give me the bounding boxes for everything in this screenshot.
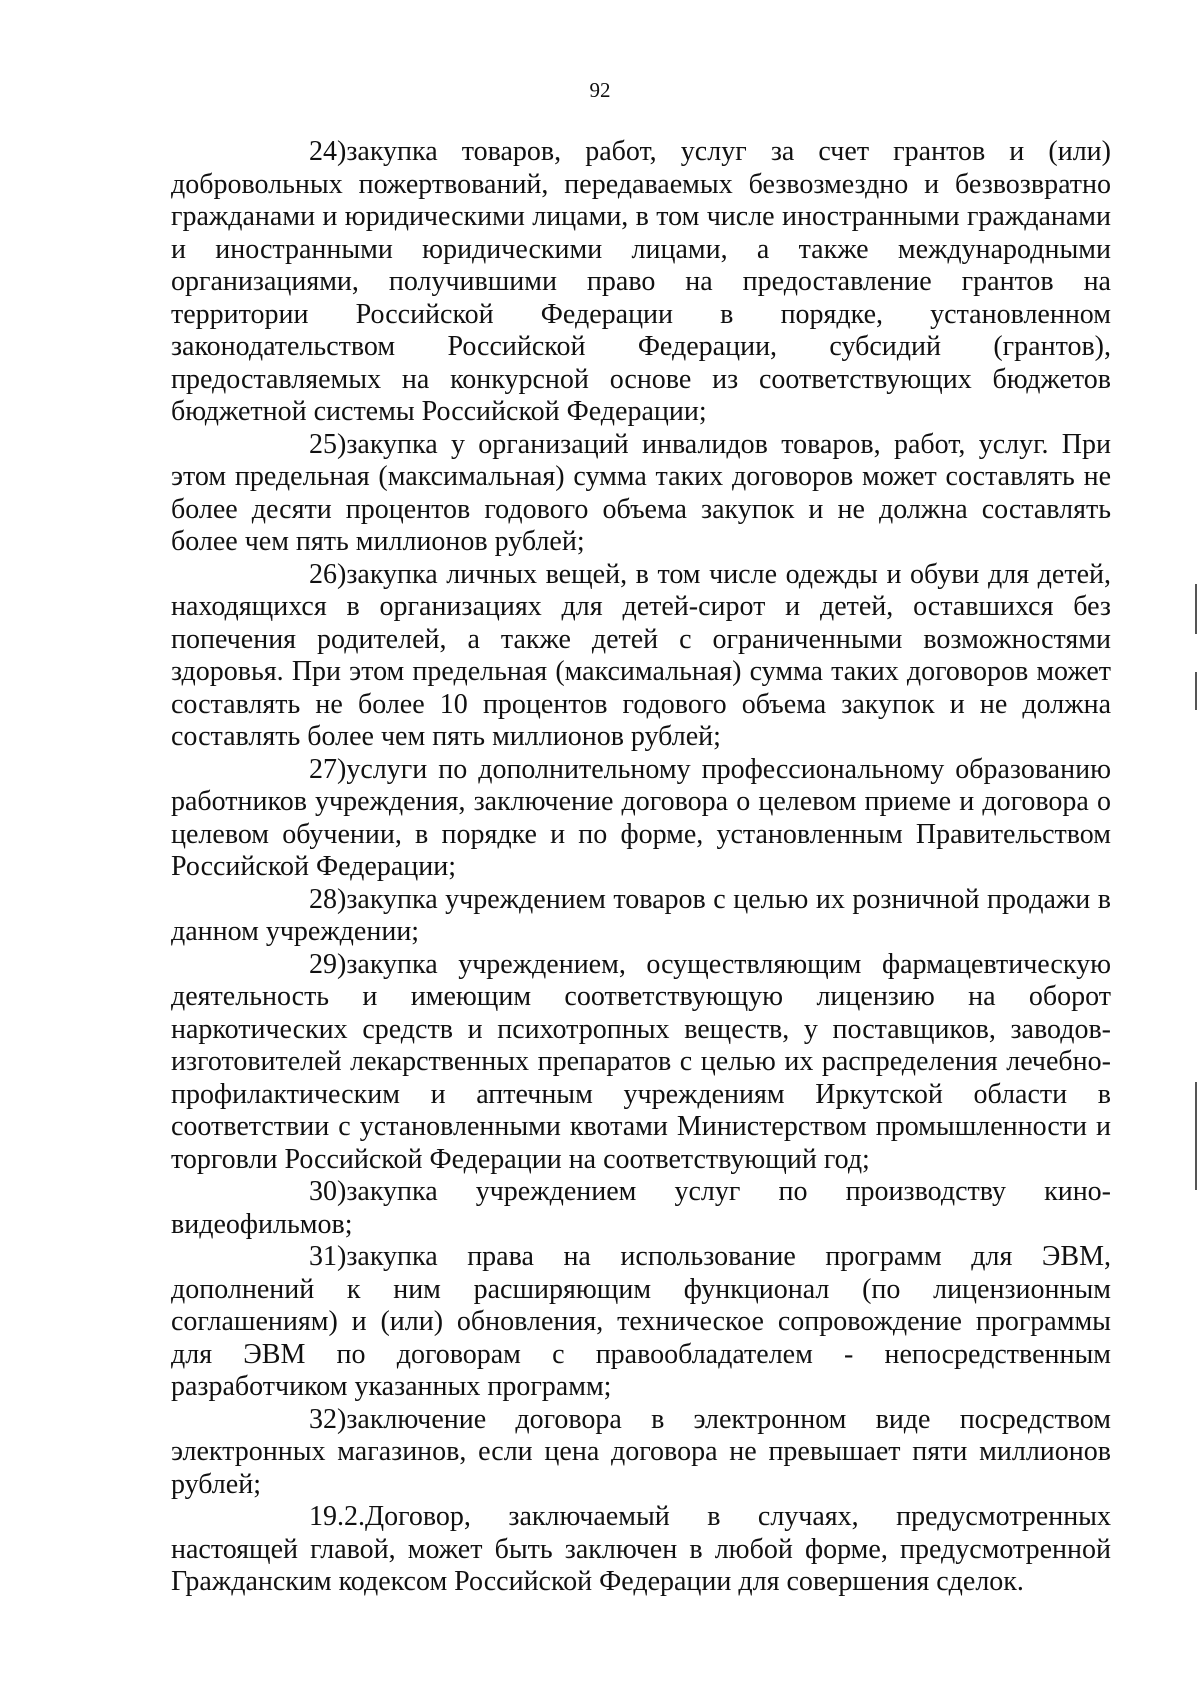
item-number: 25)	[309, 428, 347, 460]
item-number: 30)	[309, 1176, 347, 1207]
margin-line	[1195, 672, 1197, 710]
item-number: 32)	[309, 1403, 347, 1435]
paragraph-19-2	[171, 1501, 1111, 1599]
item-number: 29)	[309, 948, 347, 980]
paragraph-text: закупка учреждением услуг по производству кино-видеофильмов;	[171, 1176, 1111, 1240]
paragraph-text: услуги по дополнительному профессиональному образованию работников учреждения, заключение договора о целевом приеме и договора о целевом обучении, в порядке и по форме, установленным Правительством Российской Федерации;	[171, 753, 1111, 882]
paragraph-28	[171, 884, 1111, 949]
item-number: 27)	[309, 753, 347, 785]
paragraph-31	[171, 1241, 1111, 1404]
document-body	[171, 136, 1111, 1599]
section-number: 19.2.	[309, 1501, 365, 1532]
page-number: 92	[589, 78, 611, 102]
paragraph-text: Договор, заключаемый в случаях, предусмотренных настоящей главой, может быть заключен в любой форме, предусмотренной Гражданским кодексом Российской Федерации для совершения сделок.	[171, 1501, 1111, 1597]
margin-line	[1195, 1082, 1197, 1190]
paragraph-text: закупка права на использование программ для ЭВМ, дополнений к ним расширяющим функционал (по лицензионным соглашениям) и (или) обновления, техническое сопровождение программы для ЭВМ по договорам с правообладателем - непосредственным разработчиком указанных программ;	[171, 1241, 1111, 1402]
paragraph-30	[171, 1176, 1111, 1241]
paragraph-text: закупка личных вещей, в том числе одежды и обуви для детей, находящихся в организациях для детей-сирот и детей, оставшихся без попечения родителей, а также детей с ограниченными возможностями здоровья. При этом предельная (максимальная) сумма таких договоров может составлять не более 10 процентов годового объема закупок и не должна составлять более чем пять миллионов рублей;	[171, 558, 1111, 752]
paragraph-26	[171, 559, 1111, 754]
paragraph-text: закупка учреждением, осуществляющим фармацевтическую деятельность и имеющим соответствующую лицензию на оборот наркотических средств и психотропных веществ, у поставщиков, заводов-изготовителей лекарственных препаратов с целью их распределения лечебно-профилактическим и аптечным учреждениям Иркутской области в соответствии с установленными квотами Министерством промышленности и торговли Российской Федерации на соответствующий год;	[171, 948, 1111, 1175]
item-number: 26)	[309, 558, 347, 590]
item-number: 24)	[309, 136, 347, 167]
item-number: 31)	[309, 1241, 347, 1272]
paragraph-25	[171, 429, 1111, 559]
paragraph-32	[171, 1404, 1111, 1502]
item-number: 28)	[309, 883, 347, 915]
paragraph-text: закупка учреждением товаров с целью их розничной продажи в данном учреждении;	[171, 883, 1111, 947]
paragraph-27	[171, 754, 1111, 884]
paragraph-text: заключение договора в электронном виде посредством электронных магазинов, если цена договора не превышает пяти миллионов рублей;	[171, 1403, 1111, 1500]
paragraph-29	[171, 949, 1111, 1177]
paragraph-text: закупка товаров, работ, услуг за счет грантов и (или) добровольных пожертвований, передаваемых безвозмездно и безвозвратно гражданами и юридическими лицами, в том числе иностранными гражданами и иностранными юридическими лицами, а также международными организациями, получившими право на предоставление грантов на территории Российской Федерации в порядке, установленном законодательством Российской Федерации, субсидий (грантов), предоставляемых на конкурсной основе из соответствующих бюджетов бюджетной системы Российской Федерации;	[171, 136, 1111, 427]
margin-line	[1195, 584, 1197, 634]
paragraph-text: закупка у организаций инвалидов товаров, работ, услуг. При этом предельная (максимальная) сумма таких договоров может составлять не более десяти процентов годового объема закупок и не должна составлять более чем пять миллионов рублей;	[171, 428, 1111, 557]
paragraph-24	[171, 136, 1111, 429]
